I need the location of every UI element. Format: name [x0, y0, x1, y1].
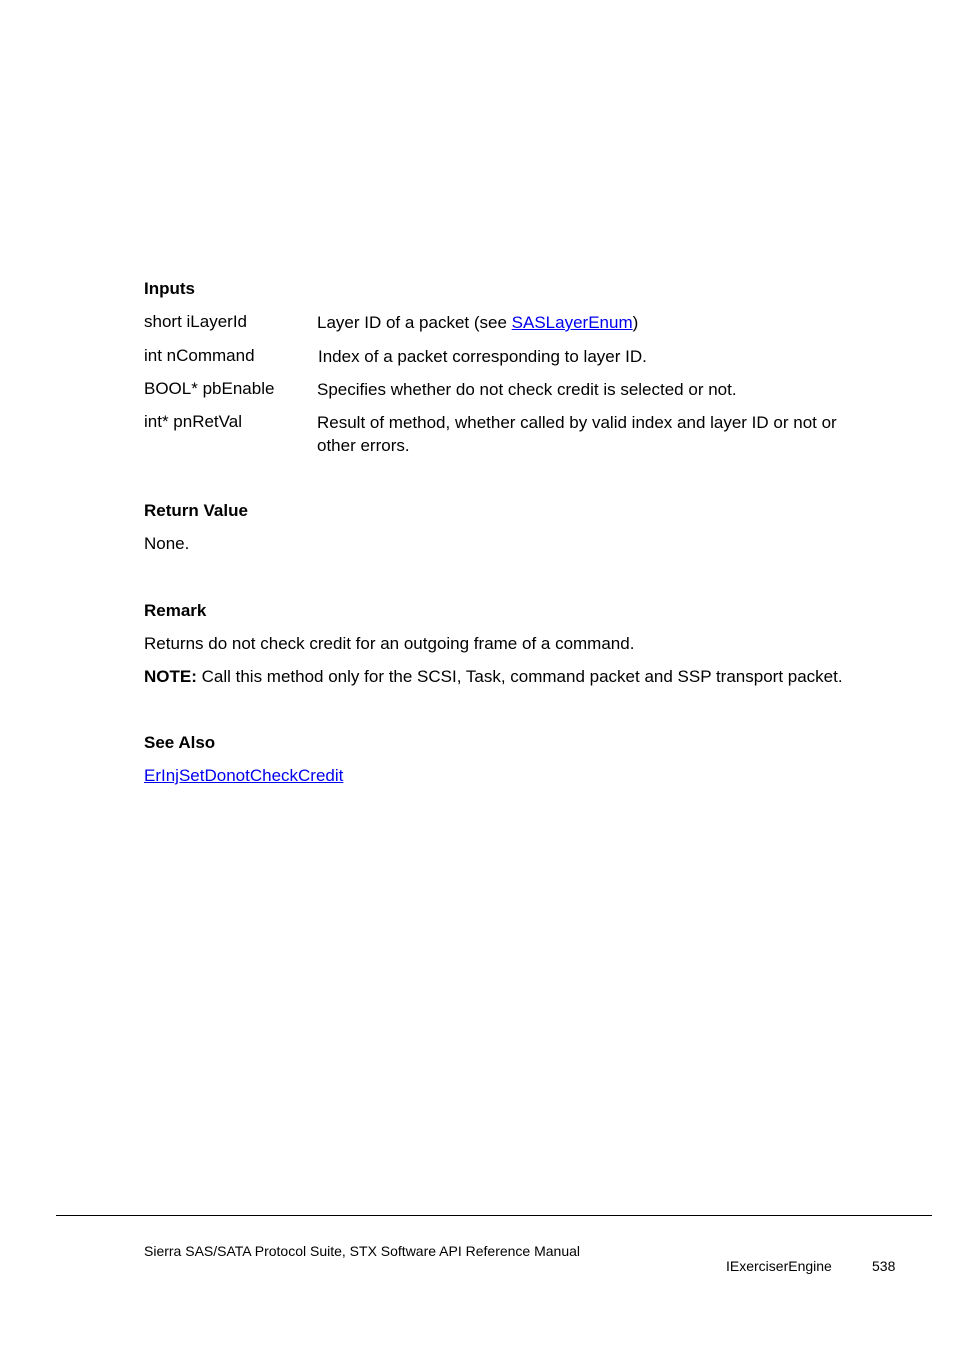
param-desc-pnretval: Result of method, whether called by valid index and layer ID or not or other errors.	[317, 413, 837, 455]
footer-page-number: 538	[872, 1258, 896, 1274]
param-desc-ilayerid	[317, 311, 877, 334]
param-name-pbenable: BOOL* pbEnable	[144, 379, 275, 398]
param-name-ilayerid: short iLayerId	[144, 312, 247, 331]
param-name-ncommand: int nCommand	[144, 346, 255, 365]
param-desc-ilayerid-prefix: Layer ID of a packet (see	[317, 313, 512, 332]
inputs-heading: Inputs	[144, 279, 195, 298]
return-value-heading: Return Value	[144, 501, 248, 520]
return-value-text: None.	[144, 534, 190, 553]
see-also-list	[144, 765, 343, 787]
note-label: NOTE:	[144, 667, 197, 686]
remark-text: Returns do not check credit for an outgoing frame of a command.	[144, 634, 635, 653]
remark-heading: Remark	[144, 601, 207, 620]
footer-divider	[56, 1215, 932, 1216]
see-also-heading: See Also	[144, 733, 216, 752]
remark-note	[144, 666, 843, 688]
param-name-pnretval: int* pnRetVal	[144, 412, 242, 431]
param-desc-pbenable: Specifies whether do not check credit is selected or not.	[317, 380, 737, 399]
footer-section-name: IExerciserEngine	[726, 1258, 832, 1274]
note-text: Call this method only for the SCSI, Task, command packet and SSP transport packet.	[196, 667, 843, 686]
erinjsetdonotcheckcredit-link[interactable]: ErInjSetDonotCheckCredit	[144, 766, 344, 785]
saslayerenum-link[interactable]: SASLayerEnum	[511, 313, 633, 332]
footer-manual-title: Sierra SAS/SATA Protocol Suite, STX Software API Reference Manual	[144, 1243, 581, 1259]
param-desc-ncommand: Index of a packet corresponding to layer ID.	[318, 347, 647, 366]
param-desc-ilayerid-suffix: )	[632, 313, 639, 332]
